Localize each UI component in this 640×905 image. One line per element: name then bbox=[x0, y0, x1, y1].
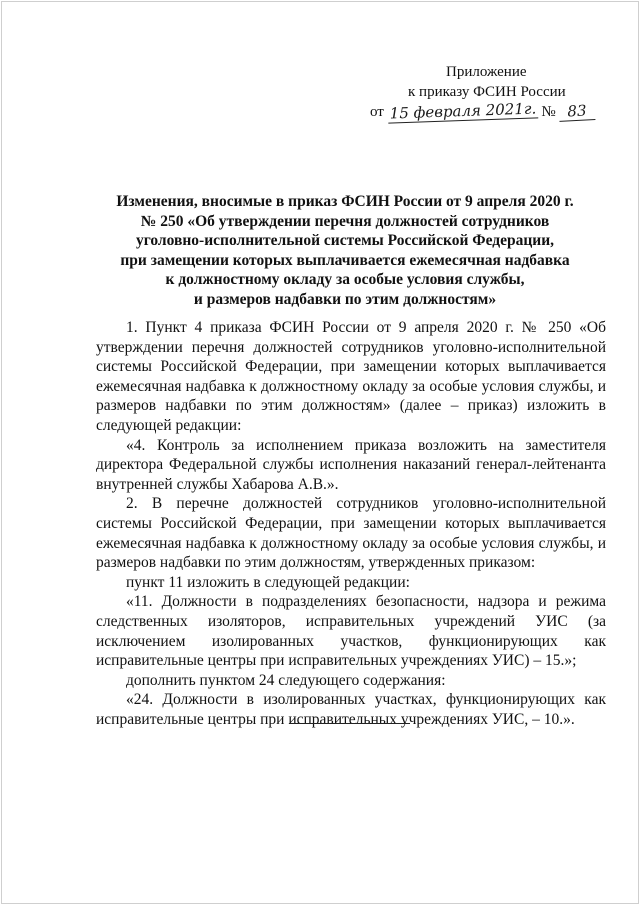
title-line: № 250 «Об утверждении перечня должностей сотрудников bbox=[140, 212, 550, 230]
appendix-header bbox=[370, 62, 590, 122]
appendix-date-line bbox=[370, 99, 590, 123]
paragraph-instruction-11: пункт 11 изложить в следующей редакции: bbox=[126, 573, 410, 591]
title-line: уголовно-исполнительной системы Российской Федерации, bbox=[135, 232, 554, 249]
title-line: к должностному окладу за особые условия службы, bbox=[165, 271, 525, 288]
title-line: и размеров надбавки по этим должностям» bbox=[193, 290, 497, 308]
end-divider bbox=[289, 723, 410, 724]
appendix-order-ref: к приказу ФСИН России bbox=[408, 84, 566, 100]
number-label: № bbox=[541, 104, 556, 120]
title-line: Изменения, вносимые в приказ ФСИН России от 9 апреля 2020 г. bbox=[116, 193, 574, 210]
paragraph-item-1: 1. Пункт 4 приказа ФСИН России от 9 апреля 2020 г. № 250 «Об утверждении перечня должностей сотрудников уголовно-исполнительной системы Российской Федерации, при замещении которых выплачивается ежемесячная надбавка к должностному окладу за особые условия службы, и размеров надбавки по этим должностям» (далее – приказ) изложить в следующей редакции: bbox=[96, 319, 606, 434]
handwritten-date: 15 февраля 2021г. bbox=[389, 99, 537, 123]
paragraph-item-2: 2. В перечне должностей сотрудников уголовно-исполнительной системы Российской Федерации, при замещении которых выплачивается ежемесячная надбавка к должностному окладу за особые условия службы, и размеров надбавки по этим должностям, утвержденных приказом: bbox=[96, 495, 606, 572]
from-label: от bbox=[370, 104, 384, 120]
paragraph-quote-11: «11. Должности в подразделениях безопасности, надзора и режима следственных изоляторов, исправительных учреждений УИС (за исключением изолированных участков, функционирующих как исправительные центры при исправительных учреждениях УИС) – 15.»; bbox=[96, 593, 606, 670]
paragraph-quote-4: «4. Контроль за исполнением приказа возложить на заместителя директора Федеральной службы исполнения наказаний генерал-лейтенанта внутренней службы Хабарова А.В.». bbox=[96, 436, 606, 493]
title-line: при замещении которых выплачивается ежемесячная надбавка bbox=[120, 251, 570, 269]
document-body bbox=[96, 318, 606, 729]
paragraph-instruction-24: дополнить пунктом 24 следующего содержания: bbox=[126, 671, 446, 689]
document-title bbox=[90, 192, 600, 309]
appendix-label: Приложение bbox=[446, 64, 527, 80]
handwritten-number: 83 bbox=[559, 102, 596, 122]
paragraph-quote-24: «24. Должности в изолированных участках, функционирующих как исправительные центры при исправительных учреждениях УИС, – 10.». bbox=[96, 691, 606, 728]
